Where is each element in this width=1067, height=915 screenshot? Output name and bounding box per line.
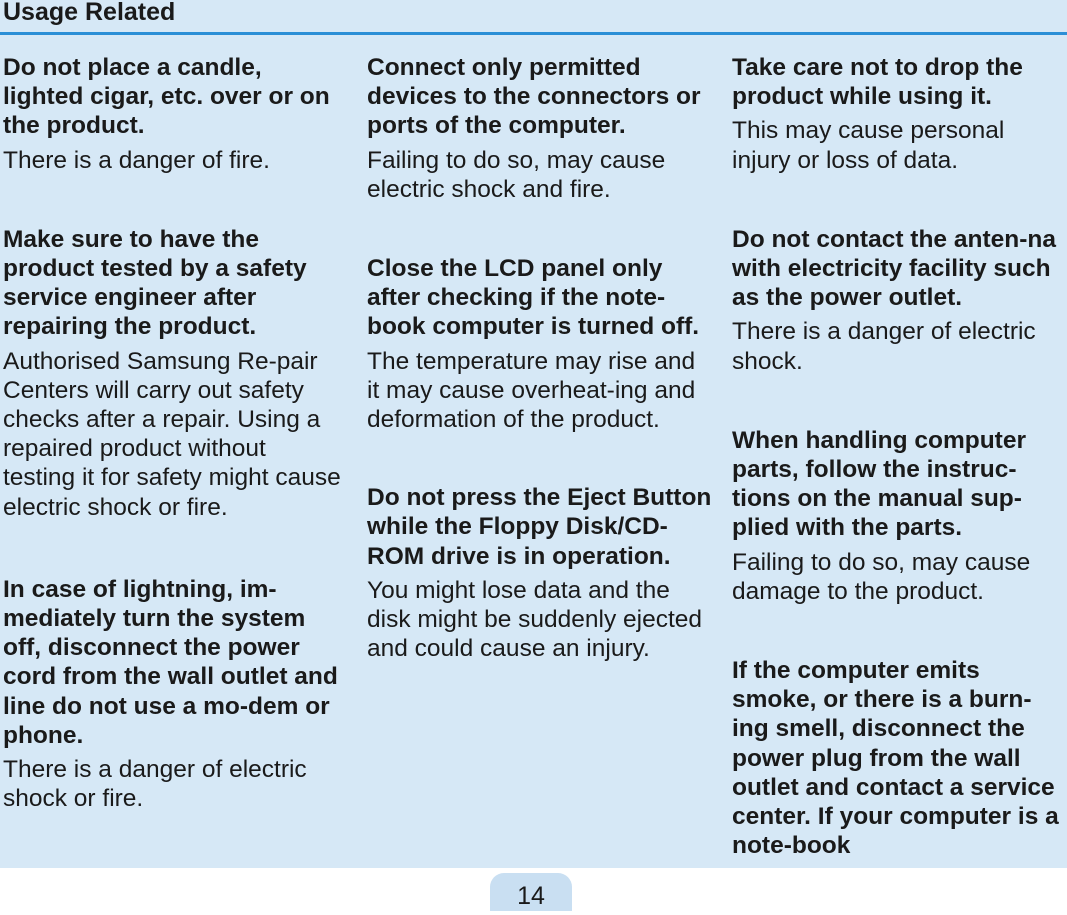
safety-item [732,225,1067,376]
safety-item [732,656,1067,860]
safety-item-body: You might lose data and the disk might be suddenly ejected and could cause an injury. [367,576,703,663]
safety-item-title: Do not place a candle, lighted cigar, etc. over or on the product. [3,54,330,140]
column-1 [3,53,343,813]
section-header [0,0,1067,34]
column-2 [367,53,712,663]
safety-item-body: Failing to do so, may cause electric shock and fire. [367,146,666,203]
safety-item-body: Failing to do so, may cause damage to the product. [732,548,1031,605]
safety-item-body: The temperature may rise and it may cause overheat-ing and deformation of the product. [367,347,696,434]
safety-item-title: Do not contact the anten-na with electricity facility such as the power outlet. [732,225,1056,312]
safety-item-body: There is a danger of electric shock. [732,318,1036,375]
safety-item-body: There is a danger of fire. [3,146,270,174]
safety-item-title: In case of lightning, im-mediately turn the system off, disconnect the power cord from the wall outlet and line do not use a mo-dem or phone. [3,575,338,749]
safety-item [367,254,712,434]
safety-item-title: If the computer emits smoke, or there is a burn-ing smell, disconnect the power plug from the wall outlet and contact a service center. If your computer is a note-book [732,657,1059,860]
safety-item [3,575,343,814]
safety-item [3,225,343,522]
safety-item [367,483,712,663]
safety-item-title: Close the LCD panel only after checking if the note-book computer is turned off. [367,255,700,341]
safety-item [732,53,1067,175]
page-number: 14 [517,882,545,910]
header-divider [0,32,1067,35]
page-number-tab [490,873,572,911]
safety-item [732,426,1067,606]
safety-item-body: There is a danger of electric shock or fire. [3,756,307,813]
safety-item-title: Make sure to have the product tested by a safety service engineer after repairing the product. [3,225,307,341]
safety-item-title: When handling computer parts, follow the instruc-tions on the manual sup-plied with the parts. [732,426,1026,542]
safety-item-title: Do not press the Eject Button while the Floppy Disk/CD-ROM drive is in operation. [367,484,712,570]
safety-item-body: This may cause personal injury or loss of data. [732,117,1005,174]
safety-item-body: Authorised Samsung Re-pair Centers will carry out safety checks after a repair. Using a repaired product without testing it for safety might cause electric shock or fire. [3,347,341,521]
safety-item-title: Take care not to drop the product while using it. [732,54,1023,111]
column-3 [732,53,1067,860]
section-title: Usage Related [3,0,176,26]
safety-item [367,53,712,204]
safety-item-title: Connect only permitted devices to the connectors or ports of the computer. [367,54,701,140]
safety-item [3,53,343,175]
